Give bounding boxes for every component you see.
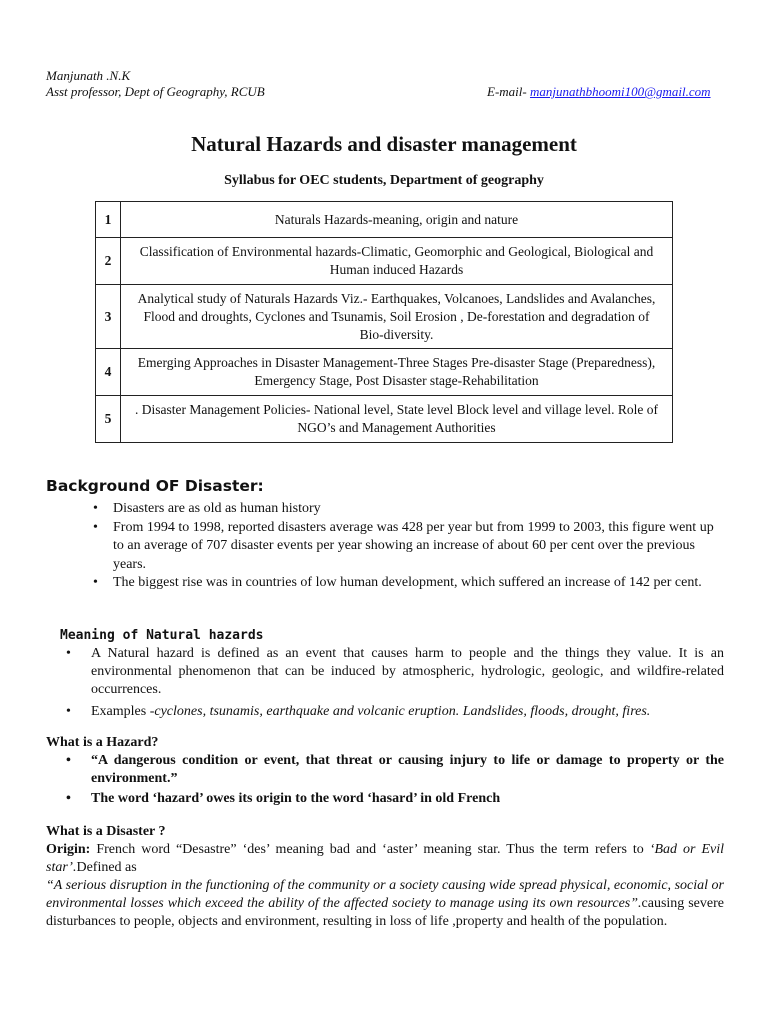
list-item: • The biggest rise was in countries of low human development, which suffered an increase of 142 per cent. [93, 574, 723, 593]
list-item: • A Natural hazard is defined as an event that causes harm to people and the things they value. It is an environmental phenomenon that can be induced by atmospheric, hydrologic, geologic, and wildfire-related occurrences. [66, 645, 724, 699]
row-text: . Disaster Management Policies- National level, State level Block level and village level. Role of NGO’s and Management Authorities [121, 396, 673, 443]
author-name: Manjunath .N.K [46, 68, 131, 83]
table-row [96, 349, 673, 396]
origin-text: French word “Desastre” ‘des’ meaning bad and ‘aster’ meaning star. Thus the term refers to [90, 842, 650, 857]
hazard-list [66, 752, 724, 808]
row-text: Analytical study of Naturals Hazards Viz.- Earthquakes, Volcanoes, Landslides and Avalanches, Flood and droughts, Cyclones and Tsunamis, Soil Erosion , De-forestation and degradation of Bio-diversity. [121, 285, 673, 349]
list-item: • From 1994 to 1998, reported disasters average was 428 per year but from 1999 to 2003, this figure went up to an average of 707 disaster events per year showing an increase of about 60 per cent over the previous years. [93, 519, 723, 575]
row-text: Classification of Environmental hazards-Climatic, Geomorphic and Geological, Biological and Human induced Hazards [121, 238, 673, 285]
meaning-list [66, 645, 724, 721]
author-block [46, 68, 265, 100]
defined-as: Defined as [76, 860, 137, 875]
document-title: Natural Hazards and disaster management [191, 132, 577, 156]
definition-quote: “A serious disruption in the functioning of the community or a society causing wide spread physical, economic, social or environmental losses which exceed the ability of the affected society to manage using its own resources”. [46, 878, 724, 911]
email-label: E-mail- [487, 84, 527, 99]
row-number: 3 [96, 285, 121, 349]
list-item: • “A dangerous condition or event, that threat or causing injury to life or damage to property or the environment.” [66, 752, 724, 788]
definition-rest: causing severe disturbances to people, objects and environment, resulting in loss of life ,property and health of the population. [46, 896, 724, 929]
table-row [96, 285, 673, 349]
origin-label: Origin: [46, 842, 91, 857]
table-row [96, 396, 673, 443]
row-number: 4 [96, 349, 121, 396]
syllabus-table [95, 201, 673, 443]
email-line [487, 84, 711, 100]
list-item: • Disasters are as old as human history [93, 500, 723, 519]
row-text: Naturals Hazards-meaning, origin and nature [121, 202, 673, 238]
examples-text: cyclones, tsunamis, earthquake and volcanic eruption. Landslides, floods, drought, fires. [154, 704, 651, 719]
disaster-paragraph [46, 841, 724, 931]
examples-label: Examples - [91, 704, 155, 719]
table-row [96, 202, 673, 238]
row-number: 5 [96, 396, 121, 443]
disaster-heading: What is a Disaster ? [46, 824, 166, 839]
meaning-heading: Meaning of Natural hazards [60, 628, 264, 643]
list-item: • The word ‘hazard’ owes its origin to the word ‘hasard’ in old French [66, 790, 724, 808]
row-number: 1 [96, 202, 121, 238]
background-heading: Background OF Disaster: [46, 477, 264, 495]
row-text: Emerging Approaches in Disaster Management-Three Stages Pre-disaster Stage (Preparedness), Emergency Stage, Post Disaster stage-Rehabilitation [121, 349, 673, 396]
email-link[interactable]: manjunathbhoomi100@gmail.com [529, 84, 711, 99]
row-number: 2 [96, 238, 121, 285]
document-subtitle: Syllabus for OEC students, Department of geography [224, 173, 544, 188]
table-row [96, 238, 673, 285]
background-list [93, 500, 723, 593]
list-item [66, 703, 724, 721]
author-position: Asst professor, Dept of Geography, RCUB [46, 84, 265, 99]
hazard-heading: What is a Hazard? [46, 735, 159, 750]
origin-italic: ‘Bad or Evil star’. [46, 842, 724, 875]
